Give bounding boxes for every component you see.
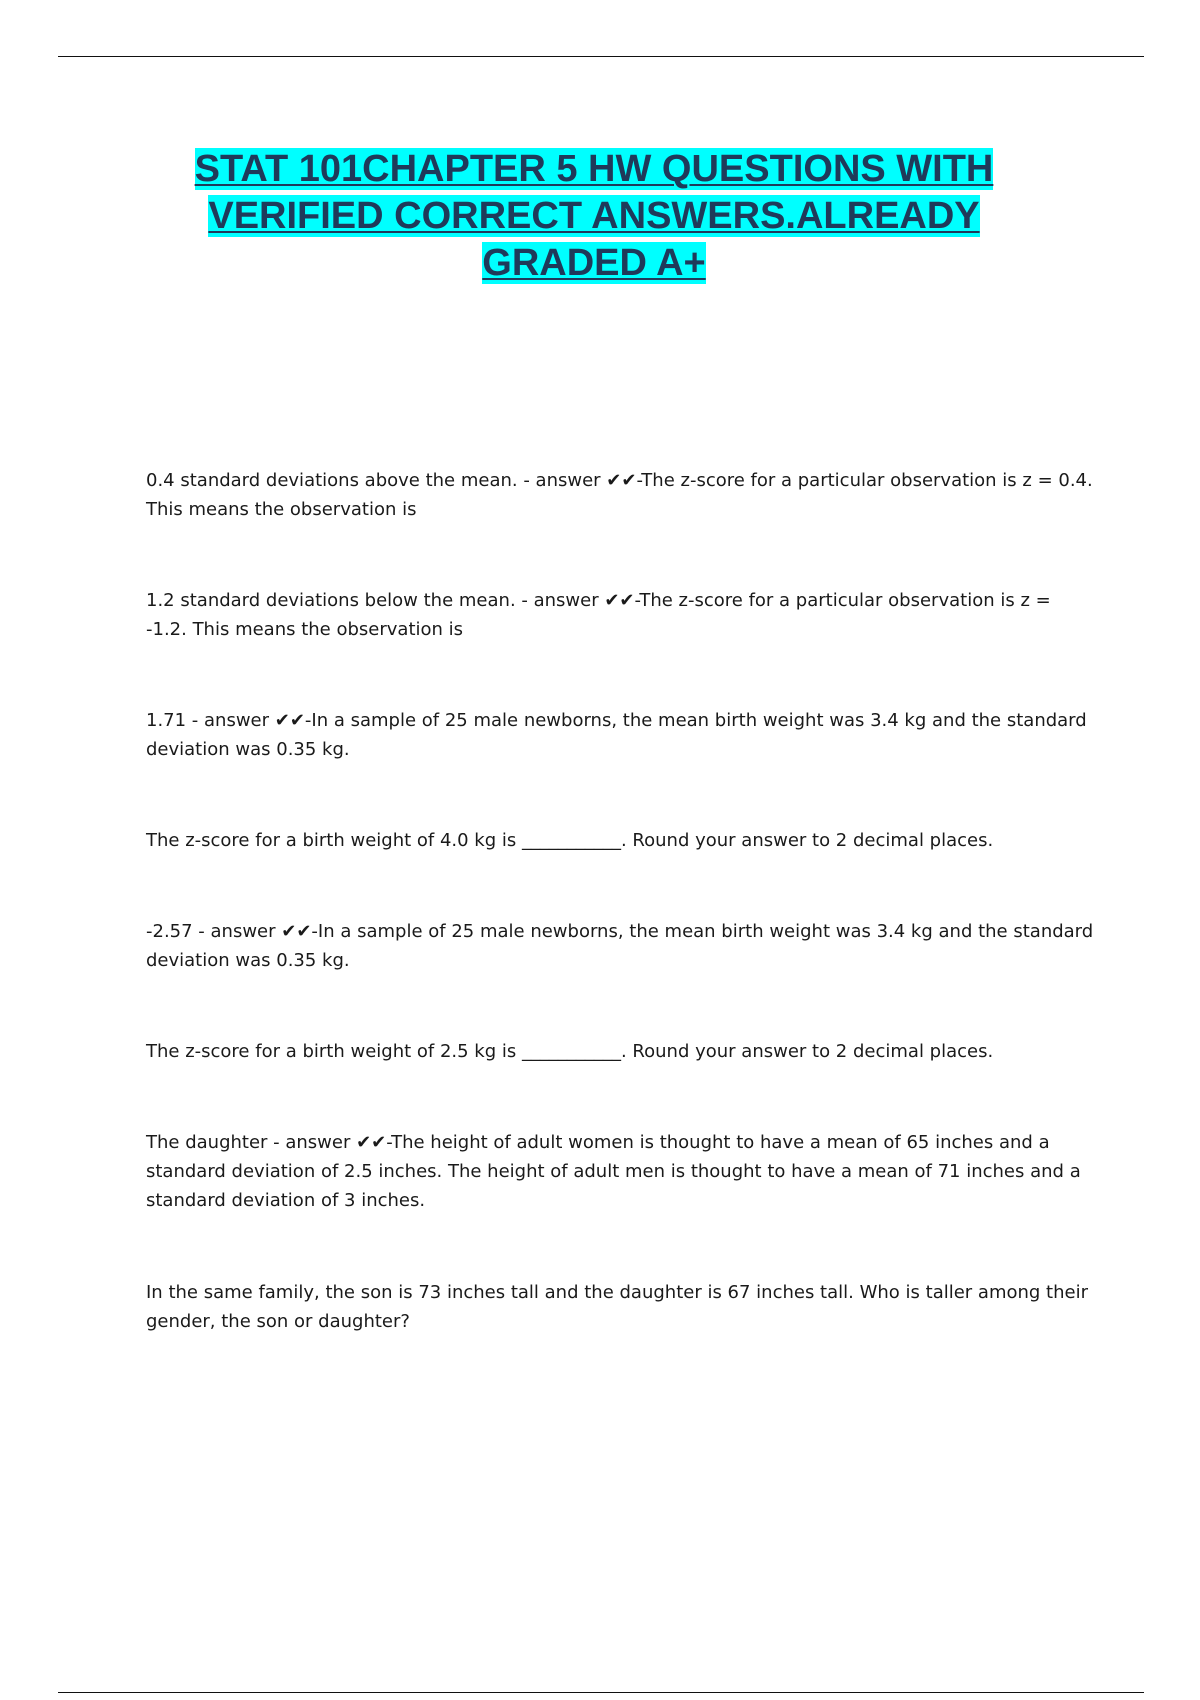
title-line: GRADED A+ — [482, 242, 706, 284]
question-paragraph: The z-score for a birth weight of 4.0 kg is ___________. Round your answer to 2 decimal places. — [146, 830, 994, 851]
document-title — [150, 146, 1038, 287]
title-line: VERIFIED CORRECT ANSWERS.ALREADY — [208, 195, 980, 237]
question-paragraph: The z-score for a birth weight of 2.5 kg is ___________. Round your answer to 2 decimal places. — [146, 1041, 994, 1062]
qa-paragraph: 1.71 - answer ✔✔-In a sample of 25 male newborns, the mean birth weight was 3.4 kg and the standard deviation was 0.35 kg. — [146, 710, 1087, 760]
bottom-rule — [58, 1692, 1144, 1693]
qa-paragraph: -2.57 - answer ✔✔-In a sample of 25 male newborns, the mean birth weight was 3.4 kg and the standard deviation was 0.35 kg. — [146, 921, 1094, 971]
qa-paragraph: 1.2 standard deviations below the mean. - answer ✔✔-The z-score for a particular observation is z = -1.2. This means the observation is — [146, 590, 1051, 640]
qa-paragraph: The daughter - answer ✔✔-The height of adult women is thought to have a mean of 65 inches and a standard deviation of 2.5 inches. The height of adult men is thought to have a mean of 71 inches and a standard deviation of 3 inches. — [146, 1132, 1081, 1211]
top-rule — [58, 56, 1144, 57]
question-paragraph: In the same family, the son is 73 inches tall and the daughter is 67 inches tall. Who is taller among their gender, the son or daughter? — [146, 1282, 1088, 1332]
qa-paragraph: 0.4 standard deviations above the mean. - answer ✔✔-The z-score for a particular observation is z = 0.4. This means the observation is — [146, 470, 1093, 520]
title-line: STAT 101CHAPTER 5 HW QUESTIONS WITH — [194, 148, 994, 190]
